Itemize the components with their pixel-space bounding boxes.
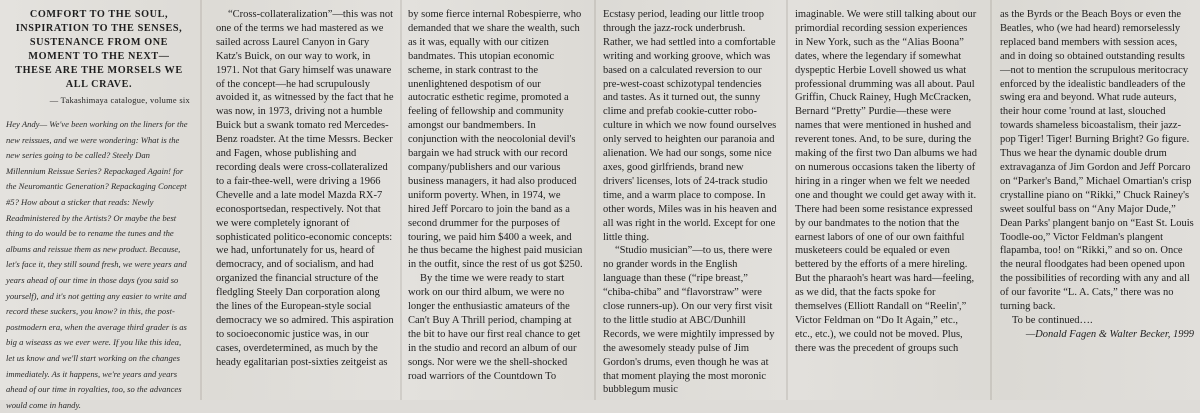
column-three bbox=[408, 8, 584, 400]
panel-fold bbox=[786, 0, 788, 400]
epigraph-quote: COMFORT TO THE SOUL, INSPIRATION TO THE SENSES, SUSTENANCE FROM ONE MOMENT TO THE NEXT—THESE ARE THE MORSELS WE ALL CRAVE. bbox=[15, 9, 183, 90]
panel-fold bbox=[400, 0, 402, 400]
epigraph-source: — Takashimaya catalogue, volume six bbox=[49, 96, 190, 105]
column-six bbox=[1000, 8, 1194, 400]
paragraph-new-york-sessions: imaginable. We were still talking about our primordial recording session experiences in New York, such as the “Alias Boona” dates, where the legendary if somewhat dyspeptic Herbie Lovell showed us what professional drumming was all about. Paul Griffin, Chuck Rainey, Hugh McCracken, Bernard “Pretty” Purdie—these were names that were mentioned in hushed and reverent tones. And, to be sure, during the making of the first two Dan albums we had on numerous occasions taken the liberty of hiring in a ringer when we felt we needed one and thought we could get away with it. There had been some resistance expressed by our bandmates to the notion that the earnest labors of one of our own faithful musketeers could be equaled or even bettered by the efforts of a mere hireling. But the pharaoh's heart was hard—feeling, as we did, that the facts spoke for themselves (Elliott Randall on “Reelin',” Victor Feldman on “Do It Again,” etc., etc., etc.), we could not be moved. Plus, there was the precedent of groups such bbox=[795, 9, 977, 354]
panel-fold bbox=[200, 0, 202, 400]
column-epigraph bbox=[6, 8, 190, 410]
panel-fold bbox=[990, 0, 992, 400]
to-be-continued: To be continued…. bbox=[1012, 314, 1093, 326]
paragraph-cross-collateralization: “Cross-collateralization”—this was not one of the terms we had mastered as we sailed across Laurel Canyon in Gary Katz's Buick, on our way to work, in 1971. Not that Gary himself was unaware of the concept—he had scrupulously avoided it, as witnessed by the fact that he was now, in 1973, driving not a humble Buick but a swank tomato red Mercedes-Benz roadster. At the time Messrs. Becker and Fagen, whose publishing and recording deals were cross-collateralized to a fair-thee-well, were driving a 1966 Chevelle and a late model Mazda RX-7 econosportsedan, respectively. Not that we were completely ignorant of sophisticated politico-economic concepts: we had, unfortunately for us, heard of democracy, and of socialism, and had organized the financial structure of the fledgling Steely Dan corporation along the lines of the European-style social democracy we so admired. This aspiration to socioeconomic justice was, in our cases, overdetermined, as much by the heady egalitarian post-sixties zeitgeist as bbox=[216, 9, 394, 368]
panel-fold bbox=[594, 0, 596, 400]
paragraph-ecstasy-period: Ecstasy period, leading our little troop through the jazz-rock underbrush. Rather, we had settled into a comfortable writing and working groove, which was based on a calculated reversion to our pre-west-coast schizotypal tendencies and tastes. As it turned out, the sunny clime and prefab cookie-cutter robo-culture in which we now found ourselves only served to heighten our paranoia and alienation. We had our songs, some nice axes, good girlfriends, brand new drivers' licenses, lots of 24-track studio time, and a warm place to compose. In other words, Miles was in his heaven and all was right in the world. Except for one little thing. bbox=[603, 9, 777, 243]
paragraph-session-aces: as the Byrds or the Beach Boys or even the Beatles, who (we had heard) remorselessly replaced band members with session aces, and in doing so obtained outstanding results—not to mention the scrupulous meritocracy enforced by the idealistic bandleaders of the swing era and beyond. What rude auteurs, their hour come 'round at last, slouched towards shameless bicoastalism, their jazz-pop Tiger! Tiger! Burning Bright? Go figure. Thus we hear the dynamic double drum extravaganza of Jim Gordon and Jeff Porcaro on “Parker's Band,” Michael Omartian's crisp crystalline piano on “Rikki,” Chuck Rainey's sweet soulful bass on “Any Major Dude,” Dean Parks' plangent banjo on “East St. Louis Toodle-oo,” Victor Feldman's plangent flapamba, too! on “Rikki,” and so on. Once the neural floodgates had been opened upon the possibilities of recording with any and all of our favorite “L. A. Cats,” there was no turning back. bbox=[1000, 9, 1194, 313]
column-five bbox=[795, 8, 977, 400]
letter-to-andy: Hey Andy— We've been working on the liners for the new reissues, and we were wondering: What is the new series going to be called? Steely Dan Millennium Reissue Series? Repackaged Again! for the Neuromantic Generation? Repackaging Concept #5? How about a sticker that reads: Newly Readministered by the Artists? Or maybe the best thing to do would be to rename the tunes and the albums and reissue them as new product. Because, let's face it, they still sound fresh, we were years and years ahead of our time in those days (you said so yourself), and it's not getting any easier to write and record these suckers, you know? in this, the post-postmodern era, when the average third grader is as big a wiseass as we ever were. If you like this idea, let us know and we'll start working on the changes immediately. As it happens, we're years and years ahead of our time in royalties, too, so the advances would come in handy. bbox=[6, 119, 188, 410]
paragraph-robespierre: by some fierce internal Robespierre, who demanded that we share the wealth, such as it was, equally with our citizen bandmates. This utopian economic scheme, in stark contrast to the unenlightened despotism of our autocratic esthetic regime, promoted a feeling of fellowship and community amongst our bandmembers. In conjunction with the neocolonial devil's bargain we had struck with our record company/publishers and our various business managers, it had also produced uniform poverty. When, in 1974, we hired Jeff Porcaro to join the band as a second drummer for the purposes of touring, we paid him $400 a week, and he thus became the highest paid musician in the outfit, since the rest of us got $250. bbox=[408, 9, 583, 271]
column-two bbox=[216, 8, 394, 400]
author-signature: —Donald Fagen & Walter Becker, 1999 bbox=[1025, 328, 1194, 340]
column-four bbox=[603, 8, 777, 400]
paragraph-third-album: By the time we were ready to start work on our third album, we were no longer the enthusiastic amateurs of the Can't Buy A Thrill period, champing at the bit to have our first real chance to get in the studio and record an album of our songs. Nor were we the shell-shocked road warriors of the Countdown To bbox=[408, 273, 581, 382]
paragraph-studio-musician: “Studio musician”—to us, there were no grander words in the English language than these (“ripe breast,” “chiba-chiba” and “flavorstraw” were close runners-up). On our very first visit to the little studio at ABC/Dunhill Records, we were mightily impressed by the awesomely steady pulse of Jim Gordon's drums, even though he was at that moment playing the most moronic bubblegum music bbox=[603, 245, 775, 396]
